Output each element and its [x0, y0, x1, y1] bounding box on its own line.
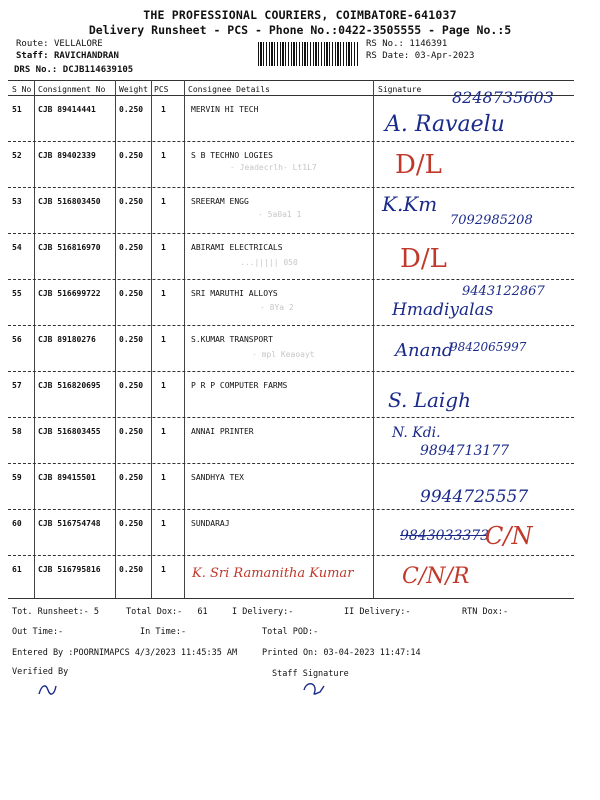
row-weight: 0.250 — [119, 381, 144, 390]
table-row — [0, 372, 600, 418]
tot-runsheet: Tot. Runsheet:- 5 — [12, 607, 99, 617]
row-consignment: CJB 89415501 — [38, 473, 96, 482]
route — [16, 39, 103, 49]
total-pod: Total POD:- — [262, 627, 319, 637]
row-sno: 53 — [12, 197, 22, 206]
ii-delivery: II Delivery:- — [344, 607, 411, 617]
row-consignee: ABIRAMI ELECTRICALS — [191, 243, 283, 252]
col-consignee: Consignee Details — [188, 85, 270, 94]
rtn-dox: RTN Dox:- — [462, 607, 509, 617]
row-consignee: SRI MARUTHI ALLOYS — [191, 289, 278, 298]
table-bottom-rule — [8, 598, 574, 599]
row-weight: 0.250 — [119, 151, 144, 160]
row-pcs: 1 — [161, 519, 166, 528]
entered-by: Entered By :POORNIMAPCS 4/3/2023 11:45:35 AM — [12, 648, 238, 658]
printed-on: Printed On: 03-04-2023 11:47:14 — [262, 648, 421, 658]
rs-date-value: 03-Apr-2023 — [414, 51, 475, 61]
row-consignment: CJB 516795816 — [38, 565, 101, 574]
drs-number — [14, 65, 133, 75]
row-sno: 52 — [12, 151, 22, 160]
signature: Hmadiyalas — [392, 300, 494, 320]
verified-by: Verified By — [12, 667, 69, 677]
total-dox-label: Total Dox:- — [126, 607, 183, 617]
staff-value: RAVICHANDRAN — [53, 51, 119, 61]
col-sno: S No — [12, 85, 32, 94]
row-pcs: 1 — [161, 243, 166, 252]
row-consignment: CJB 516754748 — [38, 519, 101, 528]
rs-no-label: RS No.: — [366, 39, 404, 49]
signature-note: 9894713177 — [420, 443, 510, 459]
rs-number — [366, 39, 447, 49]
signature: S. Laigh — [388, 388, 471, 412]
row-weight: 0.250 — [119, 105, 144, 114]
row-consignment: CJB 89402339 — [38, 151, 96, 160]
signature: N. Kdi. — [392, 425, 441, 441]
signature: A. Ravaelu — [385, 112, 505, 137]
drs-label: DRS No.: — [14, 65, 58, 75]
row-consignment: CJB 516820695 — [38, 381, 101, 390]
row-consignee: ANNAI PRINTER — [191, 427, 254, 436]
total-dox-value: 61 — [197, 607, 208, 617]
row-consignee: SREERAM ENGG — [191, 197, 249, 206]
stamp-text: - Jeadecrlh- Lt1L7 — [230, 163, 317, 172]
table-row — [0, 234, 600, 280]
row-consignee: S B TECHNO LOGIES — [191, 151, 273, 160]
row-weight: 0.250 — [119, 473, 144, 482]
stamp-text: - 5a0a1 1 — [258, 210, 302, 219]
rs-date — [366, 51, 474, 61]
row-consignee: SUNDARAJ — [191, 519, 230, 528]
row-pcs: 1 — [161, 105, 166, 114]
route-value: VELLALORE — [53, 39, 103, 49]
col-pcs: PCS — [154, 85, 169, 94]
row-sno: 55 — [12, 289, 22, 298]
signature-note: 9842065997 — [450, 340, 527, 354]
rs-date-label: RS Date: — [366, 51, 410, 61]
staff — [16, 51, 119, 61]
row-weight: 0.250 — [119, 427, 144, 436]
row-weight: 0.250 — [119, 197, 144, 206]
col-signature: Signature — [378, 85, 422, 94]
signature-note: K. Sri Ramanitha Kumar — [192, 566, 354, 581]
row-pcs: 1 — [161, 335, 166, 344]
row-pcs: 1 — [161, 473, 166, 482]
verifier-signature-icon — [36, 682, 60, 698]
row-consignment: CJB 516803450 — [38, 197, 101, 206]
company-name: THE PROFESSIONAL COURIERS, COIMBATORE-641037 — [143, 8, 457, 22]
row-sno: 59 — [12, 473, 22, 482]
row-consignment: CJB 516699722 — [38, 289, 101, 298]
row-pcs: 1 — [161, 151, 166, 160]
row-consignee: S.KUMAR TRANSPORT — [191, 335, 273, 344]
staff-signature: Staff Signature — [272, 669, 349, 679]
row-consignment: CJB 516803455 — [38, 427, 101, 436]
stamp-text: - mpl Keaoayt — [252, 350, 315, 359]
rs-no-value: 1146391 — [409, 39, 448, 49]
row-weight: 0.250 — [119, 335, 144, 344]
in-time: In Time:- — [140, 627, 187, 637]
stamp-text: - 8Ya 2 — [260, 303, 294, 312]
signature-note: 9843033373 — [400, 528, 490, 544]
staff-label: Staff: — [16, 51, 49, 61]
row-consignment: CJB 89180276 — [38, 335, 96, 344]
route-label: Route: — [16, 39, 49, 49]
row-sno: 58 — [12, 427, 22, 436]
drs-value: DCJB114639105 — [62, 65, 134, 75]
i-delivery: I Delivery:- — [232, 607, 294, 617]
row-sno: 57 — [12, 381, 22, 390]
signature-note: 8248735603 — [452, 88, 554, 107]
signature-note: 9443122867 — [462, 284, 545, 299]
row-consignment: CJB 516816970 — [38, 243, 101, 252]
out-time: Out Time:- — [12, 627, 64, 637]
row-pcs: 1 — [161, 197, 166, 206]
row-consignee: SANDHYA TEX — [191, 473, 244, 482]
signature-note: 7092985208 — [450, 213, 533, 228]
row-sno: 54 — [12, 243, 22, 252]
signature: C/N/R — [402, 564, 470, 589]
row-sno: 60 — [12, 519, 22, 528]
staff-signature-icon — [300, 680, 328, 698]
stamp-text: ...||||| 050 — [240, 258, 298, 267]
row-consignee: MERVIN HI TECH — [191, 105, 259, 114]
row-pcs: 1 — [161, 289, 166, 298]
row-sno: 61 — [12, 565, 22, 574]
row-weight: 0.250 — [119, 565, 144, 574]
signature: Anand — [395, 340, 454, 361]
row-weight: 0.250 — [119, 289, 144, 298]
row-consignment: CJB 89414441 — [38, 105, 96, 114]
row-sno: 56 — [12, 335, 22, 344]
row-weight: 0.250 — [119, 519, 144, 528]
signature: D/L — [395, 150, 442, 180]
row-pcs: 1 — [161, 427, 166, 436]
row-consignee: P R P COMPUTER FARMS — [191, 381, 288, 390]
row-weight: 0.250 — [119, 243, 144, 252]
signature-note: 9944725557 — [420, 487, 529, 507]
table-top-rule — [8, 80, 574, 81]
signature: D/L — [400, 244, 447, 274]
signature: C/N — [485, 522, 533, 550]
col-consignment: Consignment No — [38, 85, 106, 94]
row-pcs: 1 — [161, 565, 166, 574]
row-sno: 51 — [12, 105, 22, 114]
signature: K.Km — [382, 192, 438, 216]
col-weight: Weight — [119, 85, 148, 94]
runsheet-title: Delivery Runsheet - PCS - Phone No.:0422-3505555 - Page No.:5 — [88, 23, 512, 37]
total-dox — [126, 607, 208, 617]
row-pcs: 1 — [161, 381, 166, 390]
barcode-icon — [258, 42, 358, 66]
table-row — [0, 418, 600, 464]
